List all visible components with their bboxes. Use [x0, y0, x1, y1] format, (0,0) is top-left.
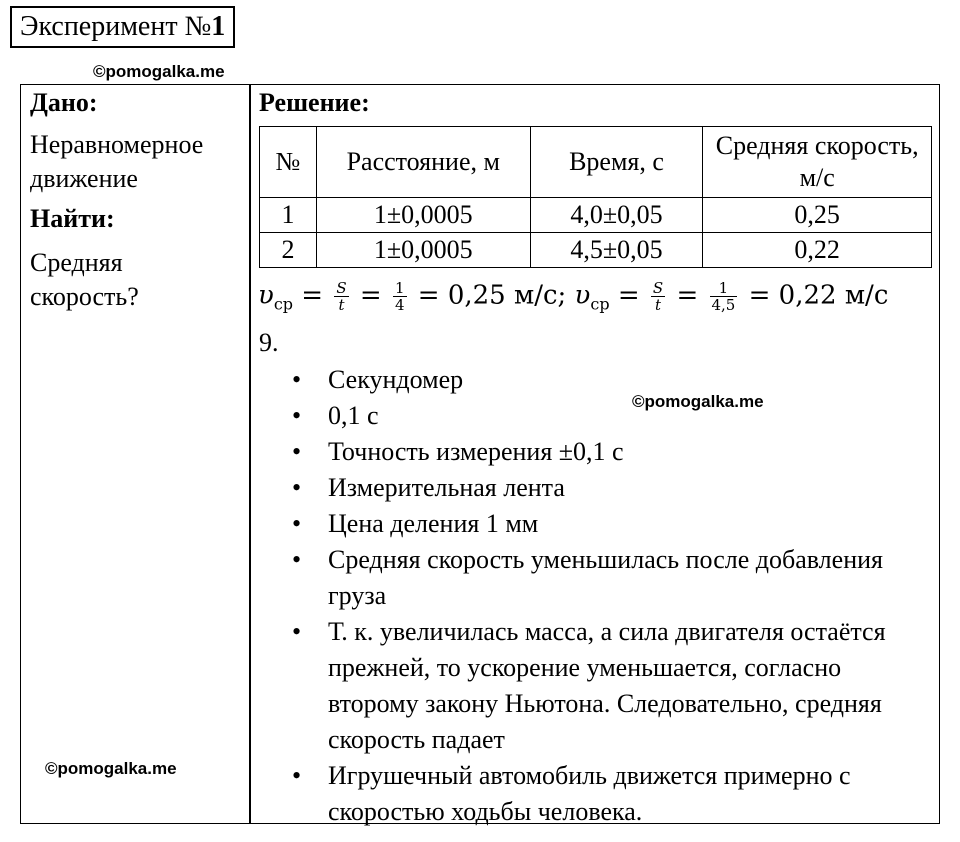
frac-denominator: t — [655, 296, 662, 314]
answer-list — [259, 362, 929, 830]
given-text-line1: Неравномерное — [30, 130, 204, 159]
formula-sub: ср — [590, 294, 610, 314]
formula-eq: = — [617, 280, 640, 311]
title-number: 1 — [211, 11, 226, 42]
find-text-line1: Средняя — [30, 248, 123, 277]
table-cell: 1±0,0005 — [316, 198, 530, 233]
frac-denominator: t — [338, 296, 345, 314]
column-divider — [249, 84, 251, 824]
formula-fraction-s-t — [651, 280, 665, 313]
table-row — [260, 198, 932, 233]
frac-numerator: 1 — [710, 280, 738, 297]
header-cell: Время, с — [530, 127, 703, 198]
given-text-line2: движение — [30, 164, 138, 193]
formula-result-1: = 0,25 м/с; — [417, 280, 567, 311]
header-cell: Средняя скорость, м/с — [703, 127, 932, 198]
table-cell: 0,25 — [703, 198, 932, 233]
frac-numerator: S — [336, 279, 347, 297]
measurements-table — [259, 126, 932, 268]
item-number: 9. — [259, 328, 279, 357]
solution-heading: Решение: — [259, 88, 370, 117]
table-cell: 4,0±0,05 — [530, 198, 703, 233]
table-cell: 2 — [260, 233, 317, 268]
formula-sub: ср — [273, 294, 294, 314]
formula-v: υ — [574, 280, 591, 311]
given-heading: Дано: — [30, 88, 98, 117]
find-heading: Найти: — [30, 204, 115, 233]
given-column — [30, 86, 245, 314]
frac-numerator: 1 — [394, 279, 405, 297]
list-item: • Цена деления 1 мм — [259, 506, 929, 542]
list-item: • Измерительная лента — [259, 470, 929, 506]
formula-result-2: = 0,22 м/с — [748, 280, 889, 311]
list-item: • Средняя скорость уменьшилась после добавления груза — [259, 542, 929, 614]
formula-eq: = — [359, 280, 382, 311]
frac-numerator: S — [652, 279, 664, 297]
header-cell: Расстояние, м — [316, 127, 530, 198]
frac-denominator: 4,5 — [711, 296, 736, 314]
list-item: • 0,1 с — [259, 398, 929, 434]
speed-formula — [258, 280, 888, 314]
table-row — [260, 233, 932, 268]
page-title — [10, 6, 235, 48]
formula-eq: = — [676, 280, 699, 311]
table-cell: 1±0,0005 — [316, 233, 530, 268]
frac-denominator: 4 — [394, 296, 405, 314]
header-cell: № — [260, 127, 317, 198]
list-item: • Точность измерения ±0,1 с — [259, 434, 929, 470]
list-item: • Игрушечный автомобиль движется примерно с скоростью ходьбы человека. — [259, 758, 929, 830]
watermark-top: ©pomogalka.me — [93, 62, 225, 81]
formula-eq: = — [301, 280, 324, 311]
find-text-line2: скорость? — [30, 282, 139, 311]
formula-fraction-2 — [710, 280, 738, 313]
table-header-row — [260, 127, 932, 198]
table-cell: 0,22 — [703, 233, 932, 268]
list-item: • Секундомер — [259, 362, 929, 398]
formula-fraction-1 — [393, 280, 407, 313]
title-text: Эксперимент № — [20, 11, 212, 42]
watermark-bottom: ©pomogalka.me — [45, 759, 177, 778]
watermark-middle: ©pomogalka.me — [632, 392, 764, 411]
table-cell: 1 — [260, 198, 317, 233]
formula-v: υ — [258, 280, 274, 311]
formula-fraction-s-t — [334, 280, 348, 313]
list-item: • Т. к. увеличилась масса, а сила двигателя остаётся прежней, то ускорение уменьшается, согласно второму закону Ньютона. Следовательно, средняя скорость падает — [259, 614, 929, 758]
table-cell: 4,5±0,05 — [530, 233, 703, 268]
